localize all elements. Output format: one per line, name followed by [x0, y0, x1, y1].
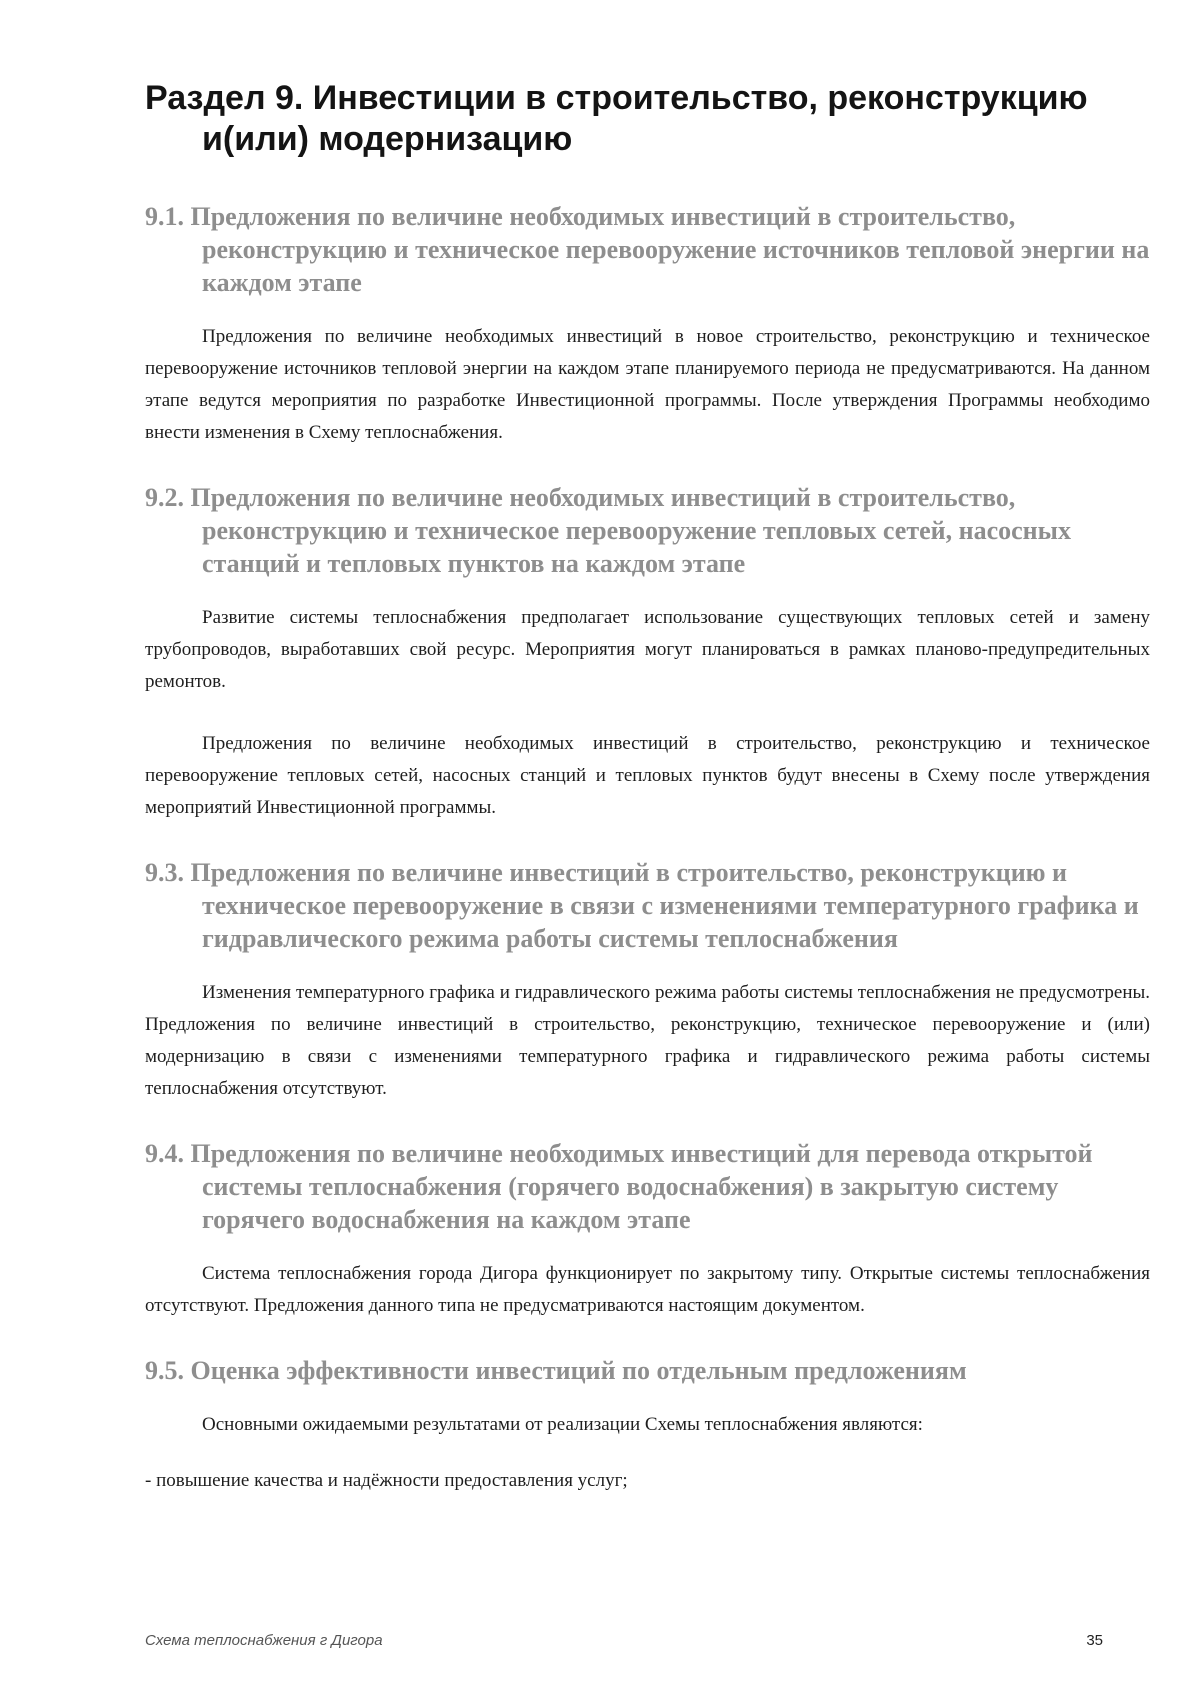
section-paragraph: Основными ожидаемыми результатами от реализации Схемы теплоснабжения являются:	[202, 1414, 923, 1435]
list-item: - повышение качества и надёжности предоставления услуг;	[145, 1470, 628, 1491]
footer-document-name: Схема теплоснабжения г Дигора	[145, 1632, 383, 1649]
section-heading-9-2: 9.2. Предложения по величине необходимых инвестиций в строительство, реконструкцию и техническое перевооружение тепловых сетей, насосных станций и тепловых пунктов на каждом этапе	[145, 483, 1071, 578]
section-heading-9-1: 9.1. Предложения по величине необходимых инвестиций в строительство, реконструкцию и техническое перевооружение источников тепловой энергии на каждом этапе	[145, 202, 1150, 297]
page-number: 35	[1086, 1632, 1103, 1649]
section-paragraph: Изменения температурного графика и гидравлического режима работы системы теплоснабжения не предусмотрены. Предложения по величине инвестиций в строительство, реконструкцию, техническое перевооружение и (или) модернизацию в связи с изменениями температурного графика и гидравлического режима работы системы теплоснабжения отсутствуют.	[145, 982, 1150, 1099]
section-paragraph: Развитие системы теплоснабжения предполагает использование существующих тепловых сетей и замену трубопроводов, выработавших свой ресурс. Мероприятия могут планироваться в рамках планово-предупредительных ремонтов.	[145, 607, 1150, 692]
section-heading-9-5: 9.5. Оценка эффективности инвестиций по отдельным предложениям	[145, 1356, 967, 1385]
section-paragraph: Предложения по величине необходимых инвестиций в строительство, реконструкцию и техническое перевооружение тепловых сетей, насосных станций и тепловых пунктов будут внесены в Схему после утверждения мероприятий Инвестиционной программы.	[145, 733, 1150, 818]
section-paragraph: Предложения по величине необходимых инвестиций в новое строительство, реконструкцию и техническое перевооружение источников тепловой энергии на каждом этапе планируемого периода не предусматриваются. На данном этапе ведутся мероприятия по разработке Инвестиционной программы. После утверждения Программы необходимо внести изменения в Схему теплоснабжения.	[145, 326, 1150, 443]
page-content	[145, 78, 1150, 1497]
section-heading-9-3: 9.3. Предложения по величине инвестиций в строительство, реконструкцию и техническое перевооружение в связи с изменениями температурного графика и гидравлического режима работы системы теплоснабжения	[145, 858, 1139, 953]
section-paragraph: Система теплоснабжения города Дигора функционирует по закрытому типу. Открытые системы теплоснабжения отсутствуют. Предложения данного типа не предусматриваются настоящим документом.	[145, 1263, 1150, 1316]
section-heading-9-4: 9.4. Предложения по величине необходимых инвестиций для перевода открытой системы теплоснабжения (горячего водоснабжения) в закрытую систему горячего водоснабжения на каждом этапе	[145, 1139, 1093, 1234]
page-title: Раздел 9. Инвестиции в строительство, реконструкцию и(или) модернизацию	[145, 79, 1088, 158]
page-footer	[145, 1632, 1103, 1649]
